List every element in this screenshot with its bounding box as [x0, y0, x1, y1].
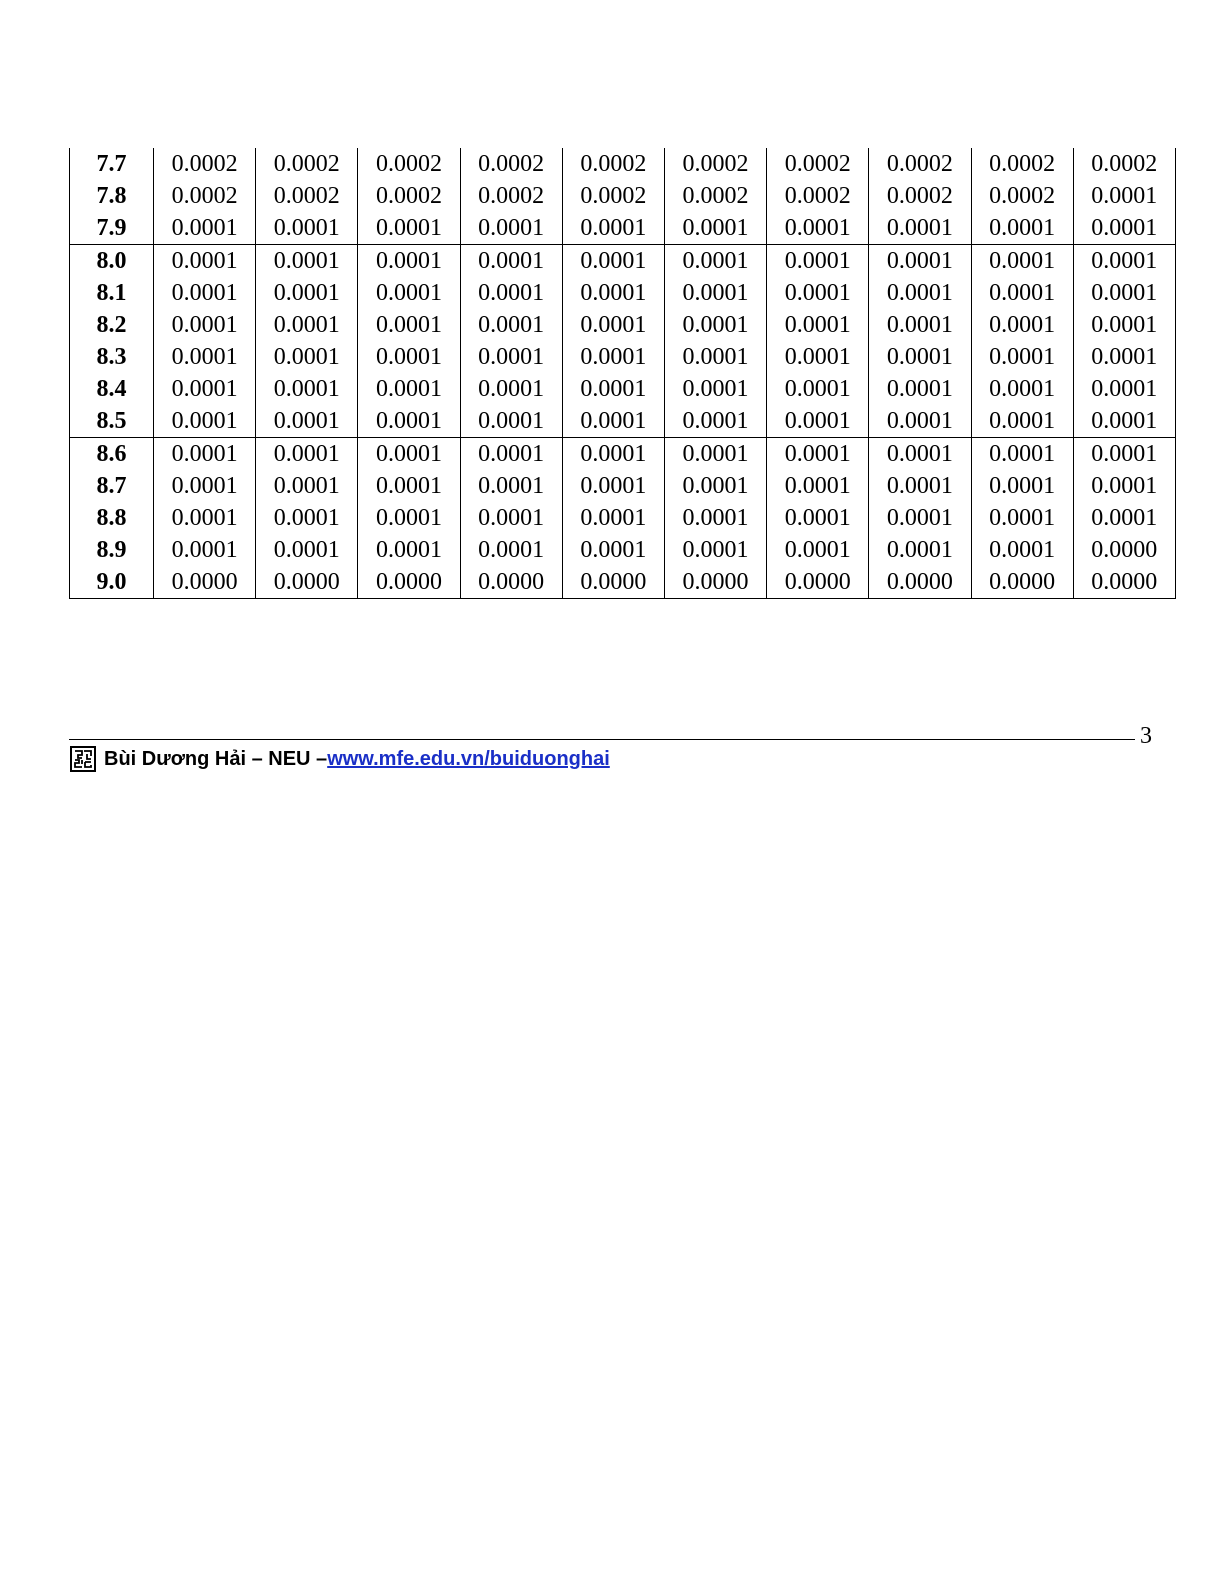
value-cell: 0.0001 — [664, 405, 766, 438]
value-cell: 0.0001 — [767, 502, 869, 534]
value-cell: 0.0002 — [1073, 148, 1175, 180]
value-cell: 0.0001 — [562, 405, 664, 438]
table-row — [70, 277, 1176, 309]
value-cell: 0.0001 — [154, 373, 256, 405]
value-cell: 0.0001 — [562, 277, 664, 309]
table-row — [70, 502, 1176, 534]
value-cell: 0.0001 — [562, 373, 664, 405]
value-cell: 0.0001 — [460, 373, 562, 405]
row-key-cell: 8.1 — [70, 277, 154, 309]
value-cell: 0.0001 — [562, 341, 664, 373]
value-cell: 0.0001 — [971, 245, 1073, 278]
value-cell: 0.0001 — [460, 277, 562, 309]
value-cell: 0.0001 — [971, 212, 1073, 245]
value-cell: 0.0001 — [562, 470, 664, 502]
value-cell: 0.0001 — [767, 470, 869, 502]
value-cell: 0.0002 — [358, 180, 460, 212]
value-cell: 0.0001 — [562, 245, 664, 278]
value-cell: 0.0001 — [767, 245, 869, 278]
value-cell: 0.0000 — [460, 566, 562, 599]
table-row — [70, 180, 1176, 212]
value-cell: 0.0001 — [971, 277, 1073, 309]
value-cell: 0.0000 — [1073, 566, 1175, 599]
value-cell: 0.0001 — [154, 341, 256, 373]
value-cell: 0.0001 — [256, 309, 358, 341]
value-cell: 0.0001 — [256, 470, 358, 502]
value-cell: 0.0001 — [358, 405, 460, 438]
value-cell: 0.0000 — [256, 566, 358, 599]
value-cell: 0.0000 — [664, 566, 766, 599]
table-row — [70, 148, 1176, 180]
value-cell: 0.0002 — [154, 180, 256, 212]
value-cell: 0.0001 — [256, 341, 358, 373]
value-cell: 0.0001 — [460, 470, 562, 502]
value-cell: 0.0002 — [767, 148, 869, 180]
value-cell: 0.0002 — [971, 180, 1073, 212]
value-cell: 0.0001 — [460, 502, 562, 534]
value-cell: 0.0001 — [869, 245, 971, 278]
value-cell: 0.0001 — [664, 277, 766, 309]
value-cell: 0.0002 — [971, 148, 1073, 180]
value-cell: 0.0001 — [256, 405, 358, 438]
value-cell: 0.0002 — [460, 180, 562, 212]
value-cell: 0.0001 — [460, 438, 562, 471]
value-cell: 0.0002 — [562, 180, 664, 212]
value-cell: 0.0001 — [460, 534, 562, 566]
value-cell: 0.0002 — [154, 148, 256, 180]
table-row — [70, 245, 1176, 278]
row-key-cell: 7.9 — [70, 212, 154, 245]
value-cell: 0.0001 — [562, 534, 664, 566]
row-key-cell: 8.3 — [70, 341, 154, 373]
value-cell: 0.0001 — [1073, 180, 1175, 212]
row-key-cell: 8.9 — [70, 534, 154, 566]
value-cell: 0.0001 — [869, 309, 971, 341]
value-cell: 0.0000 — [767, 566, 869, 599]
value-cell: 0.0001 — [869, 502, 971, 534]
value-cell: 0.0001 — [358, 277, 460, 309]
row-key-cell: 8.2 — [70, 309, 154, 341]
value-cell: 0.0001 — [1073, 470, 1175, 502]
value-cell: 0.0001 — [154, 438, 256, 471]
value-cell: 0.0001 — [562, 502, 664, 534]
value-cell: 0.0000 — [1073, 534, 1175, 566]
value-cell: 0.0001 — [256, 212, 358, 245]
value-cell: 0.0001 — [256, 245, 358, 278]
value-cell: 0.0001 — [358, 470, 460, 502]
value-cell: 0.0000 — [869, 566, 971, 599]
value-cell: 0.0001 — [1073, 405, 1175, 438]
value-cell: 0.0001 — [154, 534, 256, 566]
probability-table-container — [69, 148, 1175, 599]
value-cell: 0.0002 — [358, 148, 460, 180]
value-cell: 0.0001 — [256, 438, 358, 471]
value-cell: 0.0002 — [664, 148, 766, 180]
footer-rule — [69, 739, 1135, 740]
value-cell: 0.0001 — [1073, 309, 1175, 341]
table-row — [70, 309, 1176, 341]
value-cell: 0.0001 — [358, 309, 460, 341]
value-cell: 0.0000 — [358, 566, 460, 599]
value-cell: 0.0000 — [154, 566, 256, 599]
value-cell: 0.0001 — [1073, 373, 1175, 405]
probability-table — [69, 148, 1176, 599]
value-cell: 0.0001 — [1073, 212, 1175, 245]
value-cell: 0.0001 — [869, 341, 971, 373]
value-cell: 0.0001 — [971, 405, 1073, 438]
value-cell: 0.0001 — [767, 534, 869, 566]
value-cell: 0.0002 — [664, 180, 766, 212]
value-cell: 0.0001 — [256, 277, 358, 309]
value-cell: 0.0001 — [664, 502, 766, 534]
row-key-cell: 8.5 — [70, 405, 154, 438]
value-cell: 0.0001 — [869, 212, 971, 245]
value-cell: 0.0001 — [256, 534, 358, 566]
value-cell: 0.0001 — [1073, 438, 1175, 471]
value-cell: 0.0001 — [460, 341, 562, 373]
value-cell: 0.0001 — [869, 277, 971, 309]
value-cell: 0.0000 — [562, 566, 664, 599]
value-cell: 0.0001 — [1073, 502, 1175, 534]
value-cell: 0.0001 — [154, 277, 256, 309]
row-key-cell: 8.6 — [70, 438, 154, 471]
value-cell: 0.0001 — [460, 245, 562, 278]
row-key-cell: 9.0 — [70, 566, 154, 599]
value-cell: 0.0001 — [562, 212, 664, 245]
value-cell: 0.0002 — [869, 180, 971, 212]
value-cell: 0.0001 — [664, 341, 766, 373]
value-cell: 0.0001 — [971, 534, 1073, 566]
table-row — [70, 566, 1176, 599]
footer-link[interactable]: www.mfe.edu.vn/buiduonghai — [327, 747, 610, 770]
value-cell: 0.0001 — [664, 534, 766, 566]
value-cell: 0.0001 — [767, 405, 869, 438]
row-key-cell: 7.8 — [70, 180, 154, 212]
value-cell: 0.0001 — [562, 438, 664, 471]
value-cell: 0.0001 — [971, 309, 1073, 341]
value-cell: 0.0002 — [256, 148, 358, 180]
value-cell: 0.0001 — [664, 470, 766, 502]
footer — [70, 744, 610, 774]
value-cell: 0.0001 — [869, 405, 971, 438]
value-cell: 0.0002 — [767, 180, 869, 212]
row-key-cell: 7.7 — [70, 148, 154, 180]
value-cell: 0.0001 — [358, 438, 460, 471]
value-cell: 0.0001 — [154, 470, 256, 502]
value-cell: 0.0001 — [154, 309, 256, 341]
value-cell: 0.0001 — [869, 373, 971, 405]
value-cell: 0.0001 — [971, 341, 1073, 373]
value-cell: 0.0001 — [869, 438, 971, 471]
value-cell: 0.0001 — [664, 212, 766, 245]
row-key-cell: 8.7 — [70, 470, 154, 502]
page-number: 3 — [1140, 723, 1152, 749]
value-cell: 0.0001 — [664, 438, 766, 471]
value-cell: 0.0001 — [1073, 341, 1175, 373]
value-cell: 0.0001 — [767, 212, 869, 245]
value-cell: 0.0002 — [869, 148, 971, 180]
table-row — [70, 470, 1176, 502]
table-body — [70, 148, 1176, 599]
value-cell: 0.0001 — [767, 341, 869, 373]
value-cell: 0.0002 — [460, 148, 562, 180]
value-cell: 0.0001 — [767, 309, 869, 341]
value-cell: 0.0001 — [1073, 245, 1175, 278]
table-row — [70, 438, 1176, 471]
value-cell: 0.0001 — [154, 502, 256, 534]
row-key-cell: 8.0 — [70, 245, 154, 278]
value-cell: 0.0001 — [971, 502, 1073, 534]
value-cell: 0.0001 — [869, 534, 971, 566]
value-cell: 0.0001 — [460, 309, 562, 341]
value-cell: 0.0001 — [358, 502, 460, 534]
value-cell: 0.0001 — [154, 212, 256, 245]
value-cell: 0.0000 — [971, 566, 1073, 599]
value-cell: 0.0001 — [767, 438, 869, 471]
value-cell: 0.0001 — [664, 309, 766, 341]
value-cell: 0.0001 — [460, 212, 562, 245]
table-row — [70, 534, 1176, 566]
value-cell: 0.0001 — [664, 245, 766, 278]
value-cell: 0.0001 — [971, 470, 1073, 502]
value-cell: 0.0001 — [971, 438, 1073, 471]
value-cell: 0.0001 — [256, 373, 358, 405]
value-cell: 0.0001 — [971, 373, 1073, 405]
table-row — [70, 341, 1176, 373]
footer-author: Bùi Dương Hải – NEU – — [104, 747, 328, 770]
value-cell: 0.0001 — [664, 373, 766, 405]
value-cell: 0.0001 — [460, 405, 562, 438]
value-cell: 0.0001 — [869, 470, 971, 502]
value-cell: 0.0001 — [358, 534, 460, 566]
value-cell: 0.0001 — [358, 373, 460, 405]
value-cell: 0.0001 — [767, 277, 869, 309]
row-key-cell: 8.8 — [70, 502, 154, 534]
value-cell: 0.0002 — [562, 148, 664, 180]
value-cell: 0.0001 — [358, 245, 460, 278]
value-cell: 0.0001 — [154, 405, 256, 438]
maze-logo-icon — [70, 746, 96, 772]
row-key-cell: 8.4 — [70, 373, 154, 405]
table-row — [70, 405, 1176, 438]
table-row — [70, 212, 1176, 245]
value-cell: 0.0001 — [562, 309, 664, 341]
value-cell: 0.0001 — [154, 245, 256, 278]
table-row — [70, 373, 1176, 405]
value-cell: 0.0001 — [358, 341, 460, 373]
value-cell: 0.0002 — [256, 180, 358, 212]
value-cell: 0.0001 — [256, 502, 358, 534]
value-cell: 0.0001 — [358, 212, 460, 245]
value-cell: 0.0001 — [767, 373, 869, 405]
value-cell: 0.0001 — [1073, 277, 1175, 309]
